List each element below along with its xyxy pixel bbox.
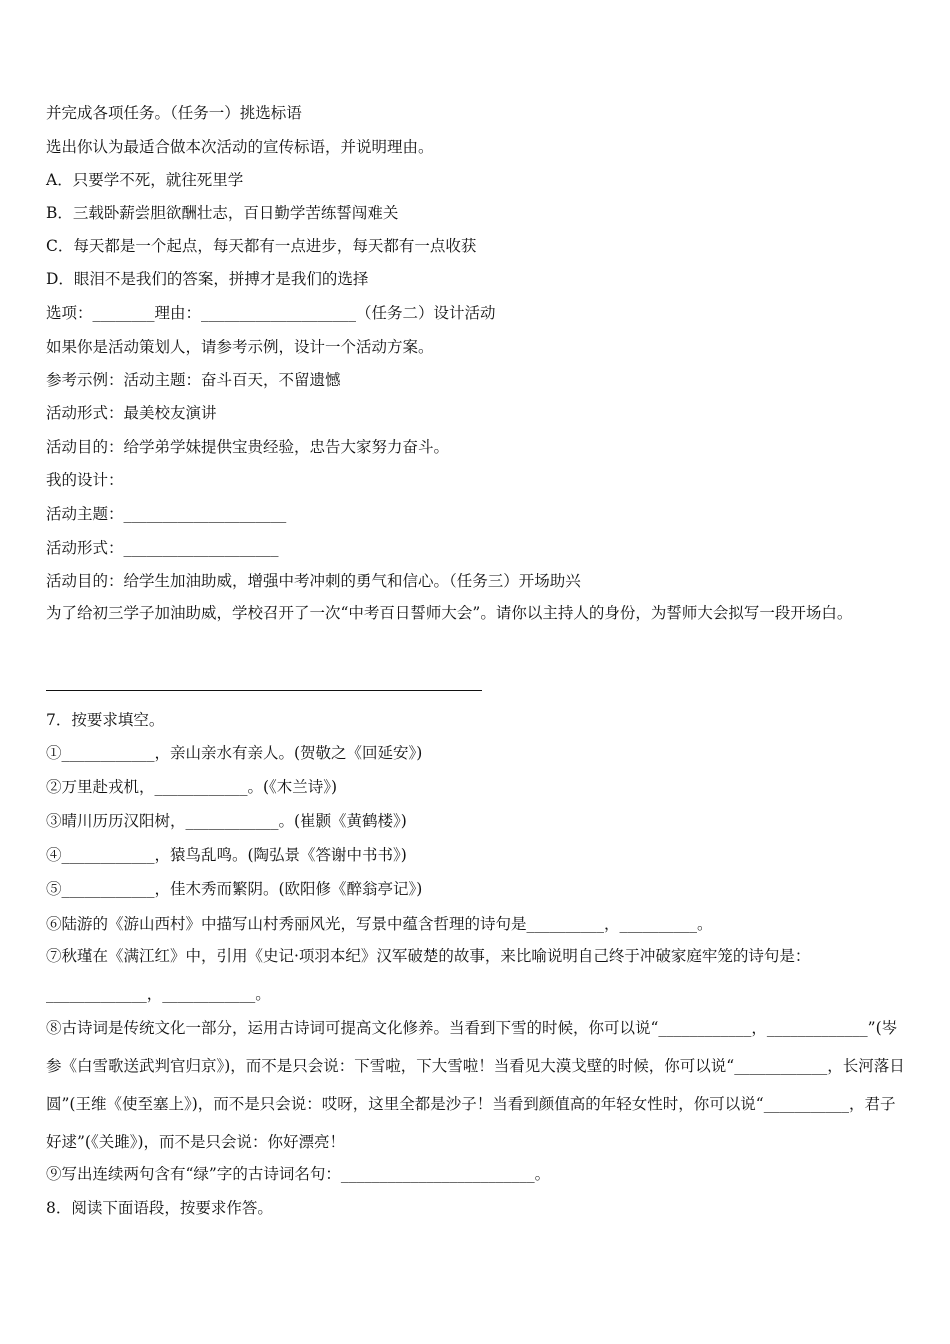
task2-instruction: 如果你是活动策划人，请参考示例，设计一个活动方案。 xyxy=(46,338,434,356)
my-purpose-line: 活动目的：给学生加油助威，增强中考冲刺的勇气和信心。（任务三）开场助兴 xyxy=(46,572,581,590)
task1-heading: 并完成各项任务。（任务一）挑选标语 xyxy=(46,104,302,122)
q7-item-8: ⑧古诗词是传统文化一部分，运用古诗词可提高文化修养。当看到下雪的时候，你可以说“____________，_____________”(岑参《白雪歌送武判官归京》)，而不是只会说：下雪啦，下大雪啦！当看见大漠戈壁的时候，你可以说“____________，长河落日圆”(王维《使至塞上》)，而不是只会说：哎呀，这里全都是沙子！当看到颜值高的年轻女性时，你可以说“___________，君子好逑”(《关雎》)，而不是只会说：你好漂亮！ xyxy=(46,1019,905,1151)
my-design-label: 我的设计： xyxy=(46,471,124,489)
task1-instruction: 选出你认为最适合做本次活动的宣传标语，并说明理由。 xyxy=(46,138,434,156)
q7-item-1: ①____________，亲山亲水有亲人。(贺敬之《回延安》) xyxy=(46,744,423,762)
q7-item-3: ③晴川历历汉阳树，____________。(崔颢《黄鹤楼》) xyxy=(46,812,407,830)
option-c: C．每天都是一个起点，每天都有一点进步，每天都有一点收获 xyxy=(46,237,477,255)
answer-rule xyxy=(46,690,482,691)
example-theme: 参考示例：活动主题：奋斗百天，不留遗憾 xyxy=(46,371,341,389)
answer-blank-line: 选项：________理由：____________________（任务二）设计活动 xyxy=(46,304,496,322)
q7-item-7: ⑦秋瑾在《满江红》中，引用《史记·项羽本纪》汉军破楚的故事，来比喻说明自己终于冲破家庭牢笼的诗句是：_____________，____________。 xyxy=(46,947,811,1003)
question-7-heading: 7．按要求填空。 xyxy=(46,711,165,729)
option-a: A．只要学不死，就往死里学 xyxy=(46,171,244,189)
q7-item-6: ⑥陆游的《游山西村》中描写山村秀丽风光，写景中蕴含哲理的诗句是__________，__________。 xyxy=(46,915,713,933)
q7-item-4: ④____________，猿鸟乱鸣。(陶弘景《答谢中书书》) xyxy=(46,846,407,864)
option-d: D．眼泪不是我们的答案，拼搏才是我们的选择 xyxy=(46,270,369,288)
task3-instruction: 为了给初三学子加油助威，学校召开了一次“中考百日誓师大会”。请你以主持人的身份，为誓师大会拟写一段开场白。 xyxy=(46,604,853,622)
option-b: B．三载卧薪尝胆欲酬壮志，百日勤学苦练誓闯难关 xyxy=(46,204,399,222)
q7-item-5: ⑤____________，佳木秀而繁阴。(欧阳修《醉翁亭记》) xyxy=(46,880,423,898)
my-theme-blank: 活动主题：_____________________ xyxy=(46,505,287,523)
q7-item-9: ⑨写出连续两句含有“绿”字的古诗词名句：_________________________。 xyxy=(46,1165,551,1183)
my-form-blank: 活动形式：____________________ xyxy=(46,539,279,557)
example-form: 活动形式：最美校友演讲 xyxy=(46,404,217,422)
example-purpose: 活动目的：给学弟学妹提供宝贵经验，忠告大家努力奋斗。 xyxy=(46,438,450,456)
q7-item-2: ②万里赴戎机，____________。(《木兰诗》) xyxy=(46,778,338,796)
question-8-heading: 8．阅读下面语段，按要求作答。 xyxy=(46,1199,273,1217)
